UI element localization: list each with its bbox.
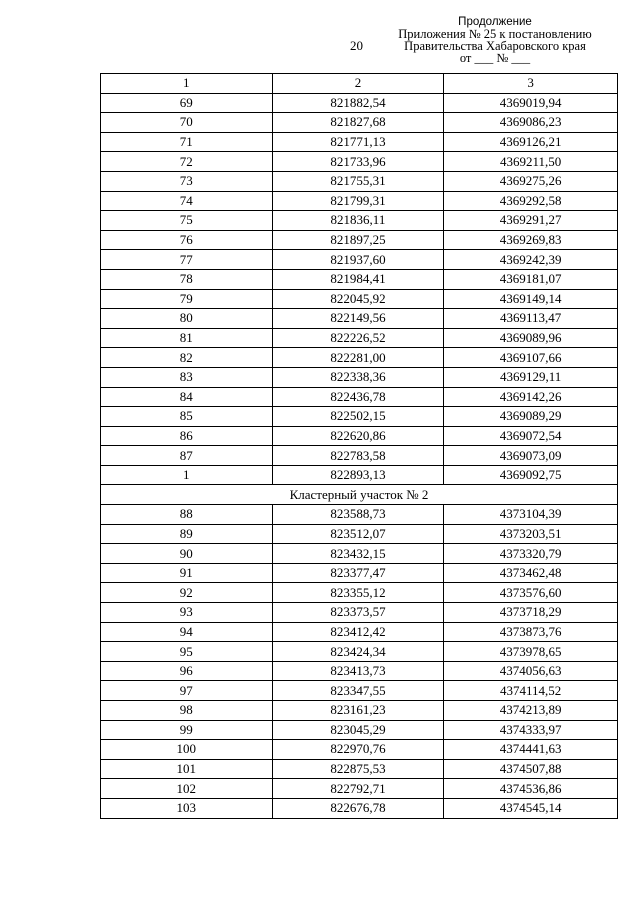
table-row xyxy=(101,269,618,289)
x-coordinate-cell: 822226,52 xyxy=(272,328,444,348)
column-header: 2 xyxy=(272,74,444,94)
y-coordinate-cell: 4374056,63 xyxy=(444,661,618,681)
table-row xyxy=(101,583,618,603)
table-body xyxy=(101,93,618,818)
y-coordinate-cell: 4369089,29 xyxy=(444,407,618,427)
y-coordinate-cell: 4373203,51 xyxy=(444,524,618,544)
table-row xyxy=(101,387,618,407)
x-coordinate-cell: 823161,23 xyxy=(272,701,444,721)
table-row xyxy=(101,426,618,446)
x-coordinate-cell: 821755,31 xyxy=(272,171,444,191)
x-coordinate-cell: 823512,07 xyxy=(272,524,444,544)
y-coordinate-cell: 4374114,52 xyxy=(444,681,618,701)
point-number-cell: 102 xyxy=(101,779,273,799)
coordinates-table xyxy=(100,73,618,819)
x-coordinate-cell: 822436,78 xyxy=(272,387,444,407)
y-coordinate-cell: 4369181,07 xyxy=(444,269,618,289)
y-coordinate-cell: 4369113,47 xyxy=(444,309,618,329)
y-coordinate-cell: 4369149,14 xyxy=(444,289,618,309)
x-coordinate-cell: 821882,54 xyxy=(272,93,444,113)
y-coordinate-cell: 4373718,29 xyxy=(444,603,618,623)
y-coordinate-cell: 4373320,79 xyxy=(444,544,618,564)
table-row xyxy=(101,465,618,485)
point-number-cell: 95 xyxy=(101,642,273,662)
point-number-cell: 71 xyxy=(101,132,273,152)
y-coordinate-cell: 4374213,89 xyxy=(444,701,618,721)
point-number-cell: 85 xyxy=(101,407,273,427)
x-coordinate-cell: 822875,53 xyxy=(272,759,444,779)
x-coordinate-cell: 821771,13 xyxy=(272,132,444,152)
section-row xyxy=(101,485,618,505)
x-coordinate-cell: 821897,25 xyxy=(272,230,444,250)
point-number-cell: 89 xyxy=(101,524,273,544)
x-coordinate-cell: 823424,34 xyxy=(272,642,444,662)
point-number-cell: 69 xyxy=(101,93,273,113)
table-row xyxy=(101,211,618,231)
point-number-cell: 79 xyxy=(101,289,273,309)
y-coordinate-cell: 4373978,65 xyxy=(444,642,618,662)
point-number-cell: 77 xyxy=(101,250,273,270)
page-number: 20 xyxy=(350,38,363,53)
x-coordinate-cell: 823347,55 xyxy=(272,681,444,701)
point-number-cell: 84 xyxy=(101,387,273,407)
y-coordinate-cell: 4369073,09 xyxy=(444,446,618,466)
table-row xyxy=(101,113,618,133)
y-coordinate-cell: 4369129,11 xyxy=(444,367,618,387)
y-coordinate-cell: 4369089,96 xyxy=(444,328,618,348)
point-number-cell: 76 xyxy=(101,230,273,250)
y-coordinate-cell: 4369292,58 xyxy=(444,191,618,211)
x-coordinate-cell: 822149,56 xyxy=(272,309,444,329)
table-row xyxy=(101,642,618,662)
table-row xyxy=(101,563,618,583)
table-row xyxy=(101,740,618,760)
point-number-cell: 70 xyxy=(101,113,273,133)
table-row xyxy=(101,93,618,113)
x-coordinate-cell: 822338,36 xyxy=(272,367,444,387)
table-row xyxy=(101,603,618,623)
x-coordinate-cell: 822045,92 xyxy=(272,289,444,309)
point-number-cell: 86 xyxy=(101,426,273,446)
x-coordinate-cell: 823413,73 xyxy=(272,661,444,681)
y-coordinate-cell: 4374441,63 xyxy=(444,740,618,760)
point-number-cell: 103 xyxy=(101,798,273,818)
y-coordinate-cell: 4373576,60 xyxy=(444,583,618,603)
y-coordinate-cell: 4369269,83 xyxy=(444,230,618,250)
table-row xyxy=(101,446,618,466)
y-coordinate-cell: 4374333,97 xyxy=(444,720,618,740)
x-coordinate-cell: 822676,78 xyxy=(272,798,444,818)
x-coordinate-cell: 822783,58 xyxy=(272,446,444,466)
point-number-cell: 81 xyxy=(101,328,273,348)
x-coordinate-cell: 821827,68 xyxy=(272,113,444,133)
table-row xyxy=(101,661,618,681)
table-row xyxy=(101,720,618,740)
y-coordinate-cell: 4369275,26 xyxy=(444,171,618,191)
point-number-cell: 78 xyxy=(101,269,273,289)
x-coordinate-cell: 823412,42 xyxy=(272,622,444,642)
point-number-cell: 90 xyxy=(101,544,273,564)
point-number-cell: 93 xyxy=(101,603,273,623)
point-number-cell: 92 xyxy=(101,583,273,603)
table-row xyxy=(101,524,618,544)
appendix-line: Приложения № 25 к постановлению xyxy=(398,27,592,41)
point-number-cell: 75 xyxy=(101,211,273,231)
government-line: Правительства Хабаровского края xyxy=(404,39,586,53)
table-row xyxy=(101,152,618,172)
table-row xyxy=(101,309,618,329)
y-coordinate-cell: 4374545,14 xyxy=(444,798,618,818)
point-number-cell: 98 xyxy=(101,701,273,721)
table-row xyxy=(101,544,618,564)
table-row xyxy=(101,779,618,799)
point-number-cell: 80 xyxy=(101,309,273,329)
continuation-label: Продолжение xyxy=(458,16,532,28)
point-number-cell: 100 xyxy=(101,740,273,760)
x-coordinate-cell: 822893,13 xyxy=(272,465,444,485)
point-number-cell: 94 xyxy=(101,622,273,642)
x-coordinate-cell: 822792,71 xyxy=(272,779,444,799)
table-row xyxy=(101,681,618,701)
table-row xyxy=(101,622,618,642)
point-number-cell: 83 xyxy=(101,367,273,387)
x-coordinate-cell: 822281,00 xyxy=(272,348,444,368)
y-coordinate-cell: 4369019,94 xyxy=(444,93,618,113)
y-coordinate-cell: 4369211,50 xyxy=(444,152,618,172)
table-row xyxy=(101,230,618,250)
table-row xyxy=(101,171,618,191)
table-row xyxy=(101,250,618,270)
x-coordinate-cell: 823588,73 xyxy=(272,505,444,525)
point-number-cell: 91 xyxy=(101,563,273,583)
x-coordinate-cell: 821937,60 xyxy=(272,250,444,270)
point-number-cell: 101 xyxy=(101,759,273,779)
x-coordinate-cell: 821799,31 xyxy=(272,191,444,211)
y-coordinate-cell: 4369291,27 xyxy=(444,211,618,231)
y-coordinate-cell: 4373104,39 xyxy=(444,505,618,525)
point-number-cell: 96 xyxy=(101,661,273,681)
point-number-cell: 87 xyxy=(101,446,273,466)
y-coordinate-cell: 4369086,23 xyxy=(444,113,618,133)
y-coordinate-cell: 4374536,86 xyxy=(444,779,618,799)
table-row xyxy=(101,367,618,387)
x-coordinate-cell: 823373,57 xyxy=(272,603,444,623)
column-header: 1 xyxy=(101,74,273,94)
x-coordinate-cell: 823377,47 xyxy=(272,563,444,583)
x-coordinate-cell: 822970,76 xyxy=(272,740,444,760)
column-header: 3 xyxy=(444,74,618,94)
table-row xyxy=(101,132,618,152)
appendix-header-note xyxy=(380,16,610,64)
point-number-cell: 74 xyxy=(101,191,273,211)
point-number-cell: 97 xyxy=(101,681,273,701)
y-coordinate-cell: 4373873,76 xyxy=(444,622,618,642)
y-coordinate-cell: 4369126,21 xyxy=(444,132,618,152)
y-coordinate-cell: 4369107,66 xyxy=(444,348,618,368)
x-coordinate-cell: 822502,15 xyxy=(272,407,444,427)
table-row xyxy=(101,328,618,348)
point-number-cell: 73 xyxy=(101,171,273,191)
x-coordinate-cell: 822620,86 xyxy=(272,426,444,446)
point-number-cell: 99 xyxy=(101,720,273,740)
table-row xyxy=(101,505,618,525)
x-coordinate-cell: 821984,41 xyxy=(272,269,444,289)
table-header-row xyxy=(101,74,618,94)
y-coordinate-cell: 4369072,54 xyxy=(444,426,618,446)
y-coordinate-cell: 4369142,26 xyxy=(444,387,618,407)
y-coordinate-cell: 4369242,39 xyxy=(444,250,618,270)
point-number-cell: 82 xyxy=(101,348,273,368)
table-row xyxy=(101,798,618,818)
date-number-line: от ___ № ___ xyxy=(459,51,531,65)
y-coordinate-cell: 4373462,48 xyxy=(444,563,618,583)
point-number-cell: 88 xyxy=(101,505,273,525)
section-title: Кластерный участок № 2 xyxy=(101,485,618,505)
point-number-cell: 72 xyxy=(101,152,273,172)
table-row xyxy=(101,701,618,721)
table-row xyxy=(101,407,618,427)
x-coordinate-cell: 821733,96 xyxy=(272,152,444,172)
table-row xyxy=(101,191,618,211)
x-coordinate-cell: 823432,15 xyxy=(272,544,444,564)
x-coordinate-cell: 821836,11 xyxy=(272,211,444,231)
table-row xyxy=(101,348,618,368)
y-coordinate-cell: 4374507,88 xyxy=(444,759,618,779)
x-coordinate-cell: 823355,12 xyxy=(272,583,444,603)
y-coordinate-cell: 4369092,75 xyxy=(444,465,618,485)
table-row xyxy=(101,289,618,309)
x-coordinate-cell: 823045,29 xyxy=(272,720,444,740)
table-row xyxy=(101,759,618,779)
point-number-cell: 1 xyxy=(101,465,273,485)
